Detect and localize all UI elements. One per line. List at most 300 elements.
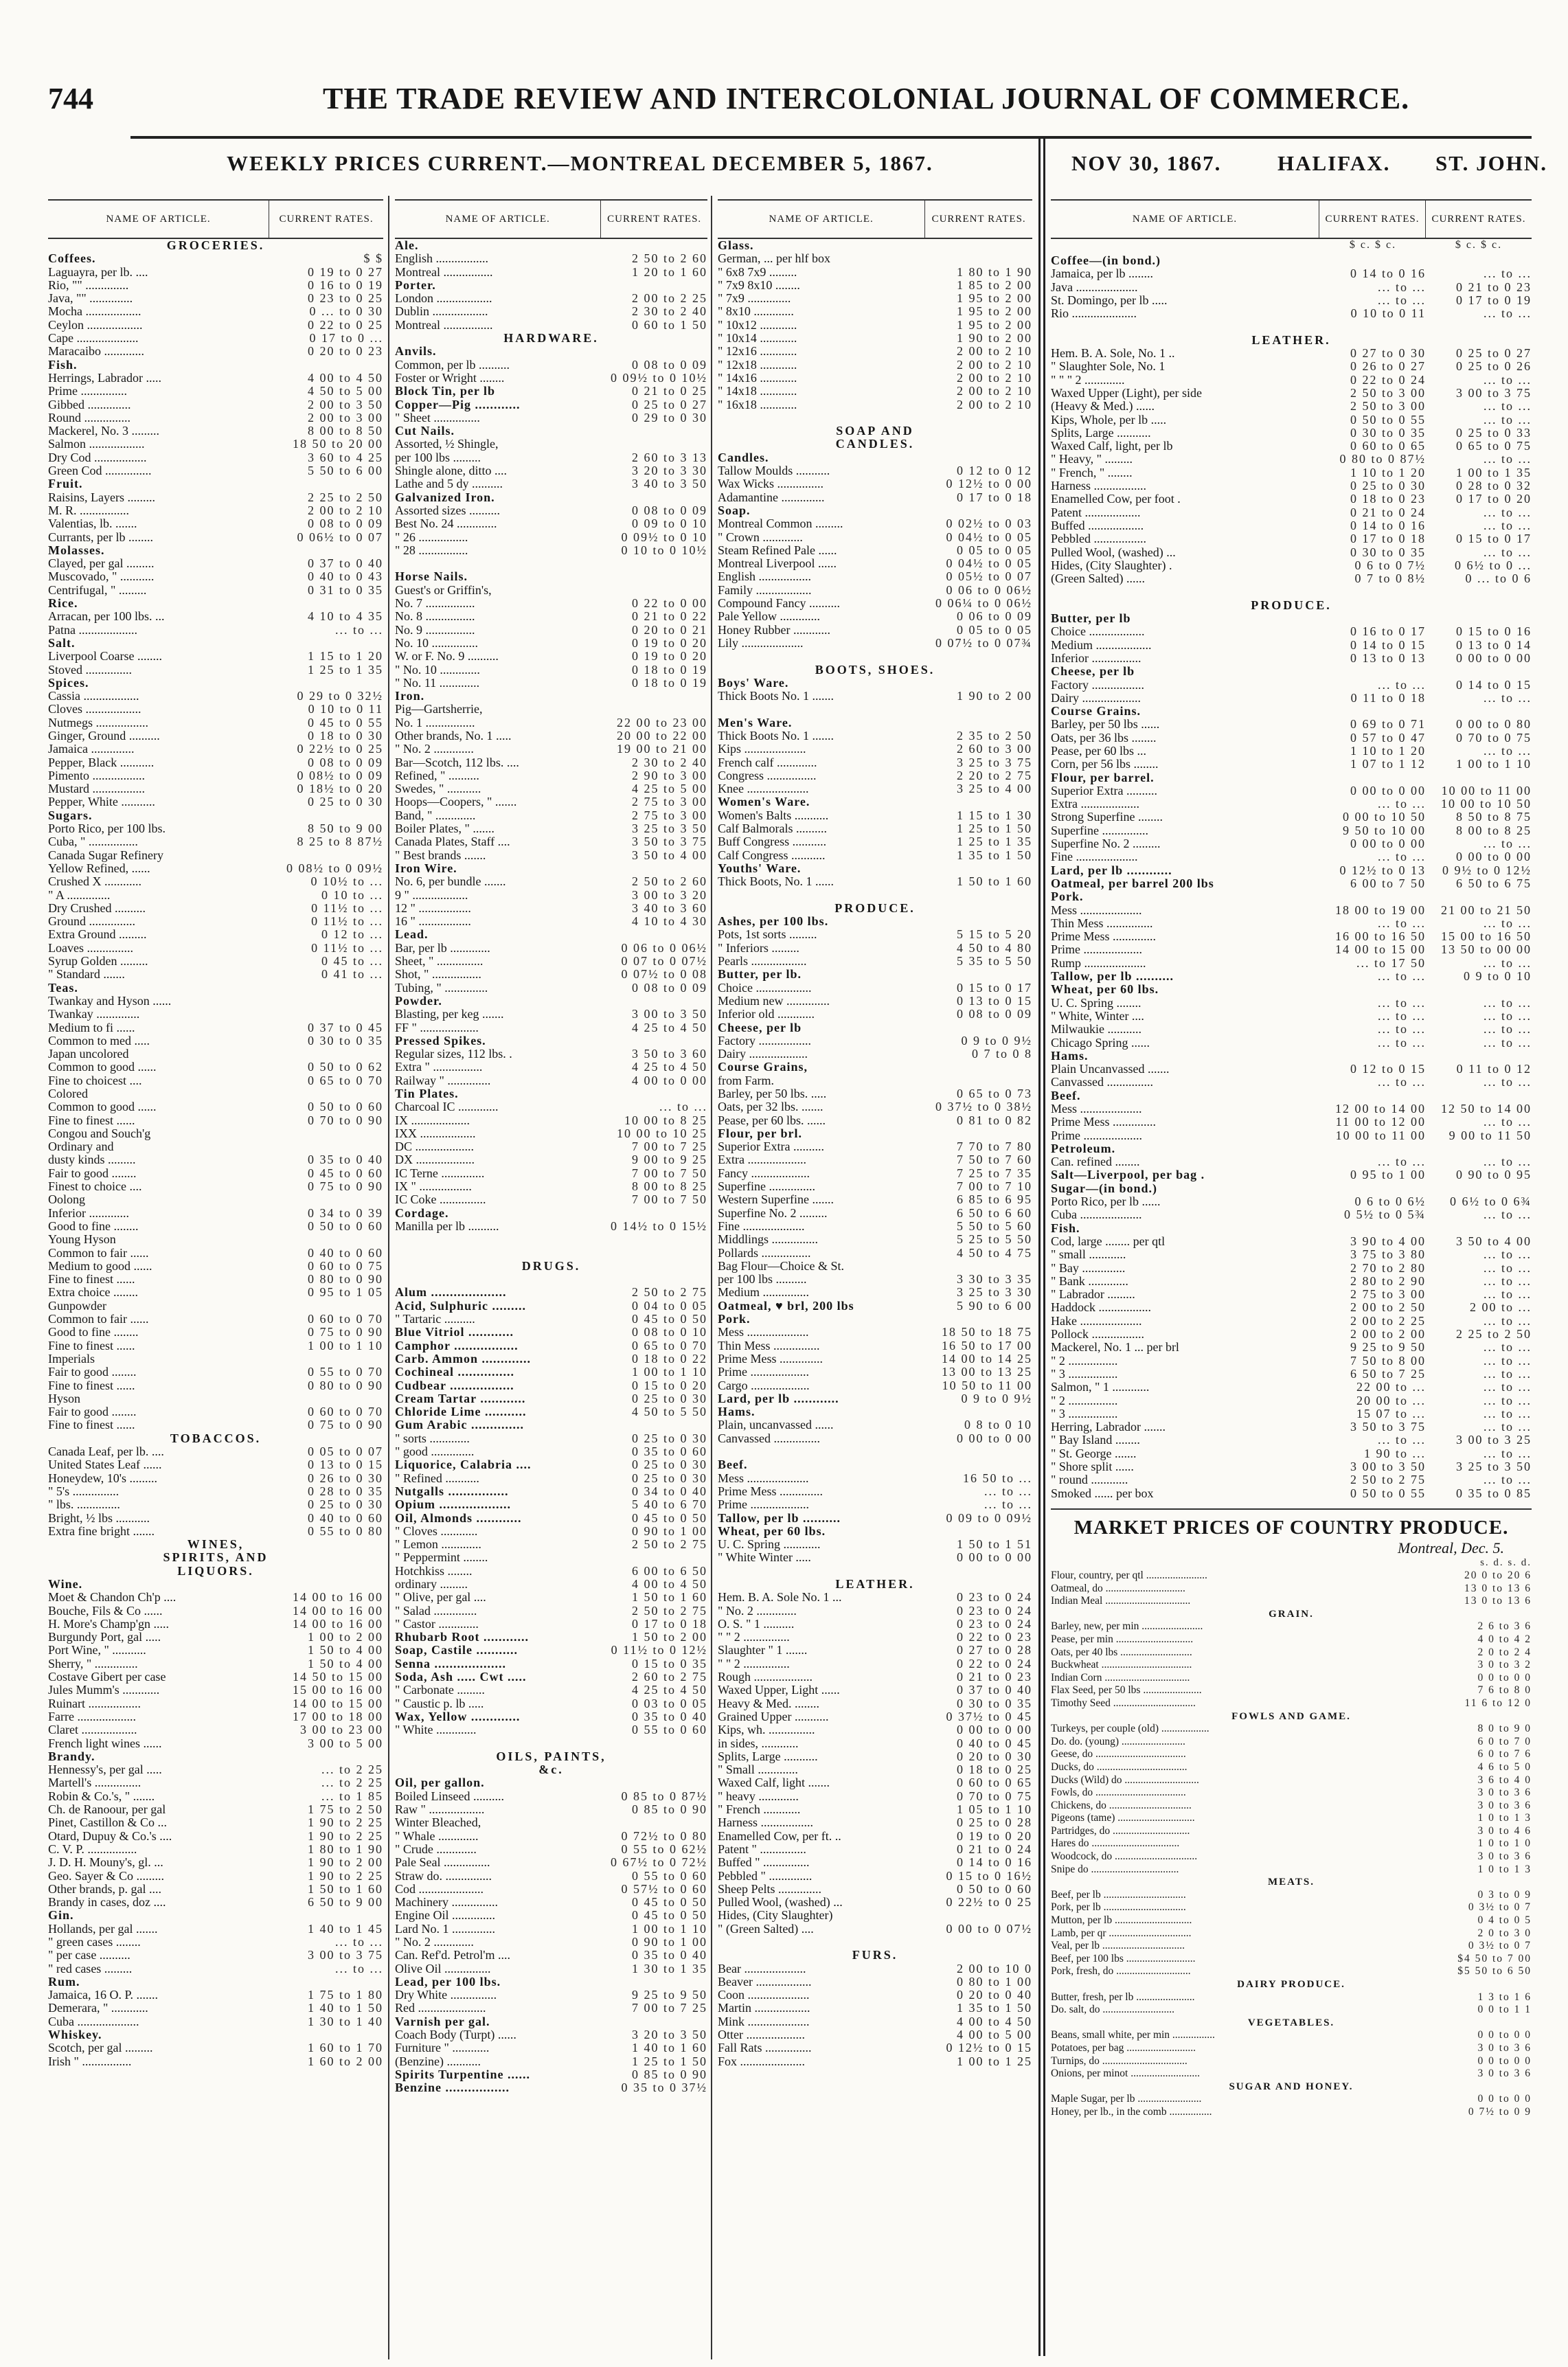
current-rate: 2 50 to 2 75 — [631, 1538, 707, 1552]
price-row — [1051, 1723, 1532, 1736]
price-row — [48, 1418, 383, 1431]
current-rate — [601, 570, 707, 583]
article-name: Medium to fi ...... — [48, 1021, 135, 1034]
price-row — [395, 252, 707, 265]
current-rate: 9 00 to 9 25 — [631, 1153, 707, 1167]
article-name: Claret .................. — [48, 1723, 137, 1737]
current-rate: 2 00 to 2 10 — [307, 503, 383, 517]
price-row — [48, 1936, 383, 1949]
price-row — [48, 1697, 383, 1710]
article-name: Varnish per gal. — [395, 2015, 490, 2028]
price-row — [718, 1352, 1032, 1366]
price-row — [718, 1485, 1032, 1498]
price-row — [718, 1167, 1032, 1180]
current-rate: 0 75 to 0 90 — [307, 1180, 383, 1194]
price-row — [395, 2055, 707, 2068]
article-name: Middlings ............... — [718, 1233, 819, 1247]
current-rate: ... to ... — [1483, 1447, 1532, 1460]
price-row — [718, 835, 1032, 848]
current-rate: 0 11½ to ... — [311, 915, 383, 929]
current-rate: ... to ... — [1483, 267, 1532, 281]
article-name: Galvanized Iron. — [395, 490, 495, 504]
price-row — [395, 1565, 707, 1578]
article-name — [395, 1737, 601, 1750]
article-name: " Sheet ............... — [395, 411, 480, 424]
price-row — [48, 822, 383, 835]
current-rate: 0 25 to 0 26 — [1455, 360, 1532, 374]
article-name: Lamb, per qr ............................... — [1051, 1927, 1192, 1939]
current-rate: 0 14 to 0 16 — [1350, 267, 1426, 281]
article-name: Wine. — [48, 1577, 83, 1591]
article-name: Bar—Scotch, 112 lbs. .... — [395, 756, 519, 769]
current-rate: 8 50 to 9 00 — [307, 822, 383, 836]
price-row — [1051, 1774, 1532, 1787]
price-row — [395, 1313, 707, 1326]
price-row — [1051, 1800, 1532, 1813]
article-name: Otard, Dupuy & Co.'s .... — [48, 1829, 172, 1843]
article-name: Beef. — [1051, 1089, 1081, 1102]
current-rate: 0 19 to 0 20 — [956, 1829, 1032, 1843]
current-rate: ... to ... — [334, 1962, 383, 1975]
current-rate: 0 65 to 0 70 — [631, 1339, 707, 1352]
price-row — [718, 942, 1032, 955]
article-name: Syrup Golden ......... — [48, 955, 148, 969]
header-rule — [130, 136, 1532, 139]
price-row — [1051, 1825, 1532, 1838]
article-name: Dry Cod ................. — [48, 451, 147, 464]
price-row — [718, 1193, 1032, 1206]
current-rate: 2 00 to 2 25 — [1350, 1314, 1426, 1328]
current-rate: 0 21 to 0 25 — [631, 385, 707, 398]
article-name: Patent " ............... — [718, 1842, 806, 1856]
price-row — [395, 1949, 707, 1962]
article-name: Flour, country, per qtl ....................... — [1051, 1570, 1207, 1581]
price-row — [48, 1949, 383, 1962]
price-row — [395, 1153, 707, 1166]
article-name: Fine to finest ...... — [48, 1379, 135, 1392]
price-row — [48, 1644, 383, 1657]
article-name: Women's Ware. — [718, 795, 810, 809]
current-rate: ... to ... — [1377, 1036, 1426, 1050]
current-rate: 7 50 to 7 60 — [956, 1153, 1032, 1167]
current-rate: 0 45 to ... — [321, 955, 383, 969]
price-column-hardware — [395, 199, 707, 2095]
current-rate: 0 21 to 0 24 — [956, 1842, 1032, 1856]
current-rate — [1320, 612, 1426, 625]
article-name: Cream Tartar ............ — [395, 1392, 526, 1405]
price-column-groceries — [48, 199, 383, 2068]
price-row — [48, 531, 383, 544]
current-rate: ... to ... — [1483, 1076, 1532, 1089]
current-rate: 6 00 to 6 50 — [631, 1564, 707, 1578]
price-row — [718, 398, 1032, 411]
article-name: Butter, per lb. — [718, 968, 802, 982]
article-name: Fox ..................... — [718, 2054, 806, 2068]
price-row — [718, 305, 1032, 318]
article-name: Pinet, Castillon & Co ... — [48, 1816, 168, 1830]
price-row — [718, 252, 1032, 265]
category-row — [395, 1392, 707, 1405]
article-name: " 6x8 7x9 ......... — [718, 265, 797, 279]
article-name: Mustard ................. — [48, 782, 145, 796]
category-row — [718, 1313, 1032, 1326]
current-rate: 1 75 to 1 80 — [307, 1989, 383, 2002]
current-rate: 2 00 to 2 50 — [1350, 1301, 1426, 1315]
article-name: Tubing, " .............. — [395, 981, 488, 995]
current-rate: 0 17 to 0 18 — [631, 1617, 707, 1631]
current-rate — [601, 424, 707, 438]
article-name: " Carbonate ......... — [395, 1684, 485, 1697]
price-row — [48, 769, 383, 782]
price-row — [48, 1220, 383, 1233]
current-rate: 0 23 to 0 25 — [307, 292, 383, 306]
article-name: Prime Mess .............. — [718, 1484, 823, 1498]
article-name: Fair to good ........ — [48, 1366, 137, 1379]
current-rate: 20 00 to 22 00 — [616, 729, 707, 743]
article-name: Teas. — [48, 981, 78, 995]
price-row — [48, 1525, 383, 1538]
price-row — [48, 1167, 383, 1180]
price-row — [1051, 1195, 1532, 1208]
price-row — [48, 664, 383, 677]
current-rate: 0 55 to 0 80 — [307, 1524, 383, 1538]
category-row — [395, 1087, 707, 1100]
category-row — [395, 862, 707, 875]
section-heading — [395, 1260, 707, 1273]
article-name: IXX .................. — [395, 1126, 476, 1140]
current-rate: 16 50 to 17 00 — [941, 1339, 1032, 1352]
section-heading — [1051, 334, 1532, 347]
current-rate: 0 21 to 0 24 — [1350, 506, 1426, 519]
article-name: Kips .................... — [718, 743, 806, 756]
price-row — [48, 1776, 383, 1789]
category-row — [395, 690, 707, 703]
article-name: Spices. — [48, 676, 89, 690]
price-row — [1051, 506, 1532, 519]
article-name: English ................. — [718, 570, 812, 584]
price-row — [48, 332, 383, 345]
current-rate: 0 12 to 0 12 — [956, 464, 1032, 478]
category-row — [48, 982, 383, 995]
price-row — [1051, 997, 1532, 1010]
section-heading — [1051, 2017, 1532, 2030]
current-rate: 7 00 to 7 10 — [956, 1180, 1032, 1194]
category-row — [48, 1909, 383, 1922]
current-rate: 3 00 to 23 00 — [299, 1723, 383, 1737]
current-rate: 0 21 to 0 23 — [1455, 280, 1532, 294]
price-row — [395, 955, 707, 968]
article-name: Prime Mess .............. — [718, 1352, 823, 1366]
current-rate — [1426, 665, 1532, 678]
current-rate: 2 6 to 3 6 — [1477, 1620, 1532, 1633]
price-row — [718, 1790, 1032, 1803]
current-rate: 0 90 to 1 00 — [631, 1524, 707, 1538]
current-rate — [601, 279, 707, 292]
current-rate: 0 21 to 0 22 — [631, 610, 707, 624]
article-name: IC Coke ............... — [395, 1193, 486, 1207]
price-row — [1051, 1301, 1532, 1314]
price-row — [1051, 1328, 1532, 1341]
price-row — [1051, 652, 1532, 665]
section-heading — [395, 332, 707, 345]
article-name: " White Winter ..... — [718, 1551, 811, 1565]
price-row — [395, 1697, 707, 1710]
article-name: Stoved ............... — [48, 663, 133, 677]
current-rate: 0 09½ to 0 10½ — [610, 371, 707, 385]
price-row — [1051, 758, 1532, 771]
current-rate: 0 34 to 0 40 — [631, 1484, 707, 1498]
current-rate: 2 50 to 2 60 — [631, 252, 707, 266]
section-title: PRODUCE. — [1251, 598, 1332, 612]
current-rate: 7 00 to 7 50 — [631, 1193, 707, 1207]
current-rate: 1 50 to 1 60 — [307, 1882, 383, 1896]
article-name: Maple Sugar, per lb ........................ — [1051, 2093, 1202, 2105]
article-name: " small ............ — [1051, 1248, 1126, 1262]
current-rate: 0 57 to 0 47 — [1350, 731, 1426, 745]
article-name: " Peppermint ........ — [395, 1551, 488, 1565]
article-name: Rhubarb Root ............ — [395, 1631, 530, 1644]
current-rate: 0 70 to 0 75 — [956, 1789, 1032, 1803]
current-rate: 4 00 to 4 50 — [631, 1577, 707, 1591]
price-row — [1051, 1646, 1532, 1660]
price-row — [718, 2055, 1032, 2068]
article-name: Clayed, per gal ......... — [48, 557, 155, 571]
current-rate: 0 81 to 0 82 — [956, 1113, 1032, 1127]
article-name: Common to good ...... — [48, 1100, 157, 1114]
article-name: Pork, per lb ............................... — [1051, 1901, 1186, 1914]
article-name: Corn, per 56 lbs ........ — [1051, 758, 1159, 771]
price-row — [1051, 679, 1532, 692]
price-row — [48, 1366, 383, 1379]
price-row — [718, 1657, 1032, 1671]
current-rate — [269, 1193, 383, 1206]
current-rate — [601, 557, 707, 570]
article-name: " Tartaric .......... — [395, 1313, 475, 1326]
current-rate — [269, 1300, 383, 1313]
price-row — [48, 690, 383, 703]
current-rate: 0 10 to 0 11 — [308, 703, 383, 716]
current-rate — [925, 239, 1032, 252]
article-name: Bouche, Fils & Co ...... — [48, 1604, 163, 1618]
article-name: Round ............... — [48, 411, 131, 424]
price-row — [48, 1671, 383, 1684]
category-row — [395, 2068, 707, 2081]
current-rate: 0 09½ to 0 10 — [621, 530, 707, 544]
article-name: Harness ................. — [718, 1816, 813, 1830]
article-name: Herring, Labrador ....... — [1051, 1420, 1166, 1434]
price-row — [48, 716, 383, 729]
article-name: Cassia .................. — [48, 690, 139, 703]
price-row — [395, 703, 707, 716]
current-rate: 2 00 to 3 00 — [307, 411, 383, 424]
category-row — [718, 1512, 1032, 1525]
current-rate: 0 14 to 0 15 — [1455, 678, 1532, 692]
article-name: " Crown ............. — [718, 530, 803, 544]
article-name: Geo. Sayer & Co ......... — [48, 1869, 164, 1883]
article-name: Hotchkiss ........ — [395, 1564, 473, 1578]
article-name: Tallow, per lb .......... — [718, 1511, 841, 1525]
current-rate: 0 30 to 0 35 — [1350, 545, 1426, 559]
current-rate: 17 00 to 18 00 — [292, 1710, 383, 1723]
article-name: " 2 ................ — [1051, 1354, 1118, 1368]
article-name: Shingle alone, ditto .... — [395, 464, 507, 478]
section-heading — [1051, 1978, 1532, 1991]
article-name: Other brands, No. 1 ..... — [395, 729, 512, 743]
current-rate: 0 9 to 0 9½ — [961, 1392, 1032, 1405]
current-rate: 2 30 to 2 40 — [631, 756, 707, 769]
article-name: Montreal Common ......... — [718, 517, 843, 531]
price-list — [48, 239, 383, 2068]
article-name: Rio ..................... — [1051, 307, 1137, 321]
current-rate: 0 06¼ to 0 06½ — [935, 597, 1032, 611]
price-row — [718, 345, 1032, 358]
price-row — [48, 743, 383, 756]
price-row — [718, 266, 1032, 279]
section-heading — [718, 438, 1032, 451]
current-rate: 1 90 to 2 25 — [307, 1829, 383, 1843]
article-name: Salmon .................. — [48, 438, 145, 451]
category-row — [48, 597, 383, 610]
section-heading — [718, 424, 1032, 438]
price-row — [1051, 347, 1532, 360]
section-title: &c. — [538, 1763, 564, 1777]
current-rate: 0 40 to 0 60 — [307, 1246, 383, 1260]
price-row — [1051, 1208, 1532, 1221]
current-rate: 3 40 to 3 50 — [631, 477, 707, 491]
article-name: Chickens, do ............................... — [1051, 1799, 1192, 1811]
article-name: Women's Balts ........... — [718, 808, 829, 822]
price-row — [395, 902, 707, 915]
article-name: Factory ................. — [718, 1034, 811, 1047]
price-row — [395, 968, 707, 981]
current-rate: 14 00 to 16 00 — [292, 1617, 383, 1631]
current-rate: 2 50 to 3 00 — [1350, 400, 1426, 414]
current-rate: 0 29 to 0 32½ — [297, 690, 383, 703]
current-rate: ... to ... — [1483, 1155, 1532, 1169]
category-row — [718, 1405, 1032, 1418]
price-row — [48, 1180, 383, 1193]
article-name: Thin Mess ............... — [718, 1339, 820, 1352]
current-rate: 0 09 to 0 09½ — [946, 1511, 1032, 1525]
article-name: Demerara, " ............ — [48, 2002, 148, 2015]
current-rate — [1426, 1089, 1532, 1102]
category-row — [718, 862, 1032, 875]
current-rate: 0 00 to 0 00 — [956, 1723, 1032, 1737]
article-name: " Labrador ......... — [1051, 1288, 1135, 1302]
article-name: Herrings, Labrador ..... — [48, 371, 161, 385]
article-name: Pease, per 60 lbs. ...... — [718, 1113, 826, 1127]
article-name: Strong Superfine ........ — [1051, 811, 1163, 824]
section-title: FOWLS AND GAME. — [1231, 1710, 1351, 1722]
article-name: Oil, per gallon. — [395, 1776, 485, 1790]
article-name: Guest's or Griffin's, — [395, 583, 492, 597]
current-rate: 1 95 to 2 00 — [956, 305, 1032, 319]
current-rate: 0 95 to 1 05 — [307, 1286, 383, 1300]
price-row — [395, 1578, 707, 1591]
price-row — [1051, 1914, 1532, 1927]
article-name: " No. 10 ............. — [395, 663, 480, 677]
price-row — [395, 875, 707, 888]
current-rate: 0 4 to 0 5 — [1477, 1914, 1532, 1927]
price-row — [395, 1790, 707, 1803]
current-rate — [925, 889, 1032, 902]
current-rate: 0 08 to 0 09 — [631, 981, 707, 995]
current-rate: 0 07½ to 0 08 — [621, 968, 707, 982]
category-row — [395, 1300, 707, 1313]
category-row — [395, 1286, 707, 1299]
current-rate: 3 50 to 4 00 — [631, 848, 707, 862]
article-name: Adamantine .............. — [718, 490, 825, 504]
price-row — [48, 1737, 383, 1750]
current-rate: ... to ... — [1377, 970, 1426, 984]
current-rate: 8 00 to 8 50 — [307, 424, 383, 438]
current-rate — [601, 438, 707, 451]
article-name: Pebbled ................. — [1051, 532, 1146, 546]
current-rate: 14 00 to 15 00 — [292, 1697, 383, 1710]
article-name: Assorted sizes .......... — [395, 503, 500, 517]
price-row — [48, 1989, 383, 2002]
category-row — [48, 2028, 383, 2041]
price-row — [48, 1300, 383, 1313]
current-rate: 0 19 to 0 20 — [631, 650, 707, 664]
category-row — [395, 1776, 707, 1789]
article-name: Canada Sugar Refinery — [48, 848, 163, 862]
price-row — [395, 1551, 707, 1564]
price-row — [718, 1114, 1032, 1127]
category-row — [1051, 1222, 1532, 1235]
price-row — [395, 464, 707, 477]
category-row — [395, 928, 707, 941]
category-row — [718, 915, 1032, 928]
current-rate: 0 85 to 0 90 — [631, 1803, 707, 1817]
current-rate: 3 75 to 3 80 — [1350, 1248, 1426, 1262]
price-row — [1051, 1102, 1532, 1115]
current-rate: 3 50 to 3 75 — [631, 835, 707, 849]
current-rate: 1 35 to 1 50 — [956, 2002, 1032, 2015]
article-name: " No. 2 ............. — [395, 1936, 474, 1949]
current-rate: 3 40 to 3 60 — [631, 901, 707, 915]
section-title: GROCERIES. — [166, 239, 265, 252]
current-rate: 15 00 to 16 00 — [292, 1684, 383, 1697]
current-rate: ... to ... — [984, 1484, 1032, 1498]
article-name: Burgundy Port, gal ..... — [48, 1631, 161, 1644]
column-header — [395, 199, 707, 239]
price-row — [718, 584, 1032, 597]
price-row — [395, 305, 707, 318]
price-row — [1051, 1381, 1532, 1394]
article-name: Lily .................... — [718, 636, 804, 650]
article-name: Olive Oil ............... — [395, 1962, 491, 1975]
section-title: MEATS. — [1268, 1877, 1315, 1888]
current-rate: 0 25 to 0 28 — [956, 1816, 1032, 1830]
article-name: U. C. Spring ............ — [718, 1538, 821, 1552]
price-row — [1051, 784, 1532, 797]
category-row — [48, 1750, 383, 1763]
article-name: " Castor ............. — [395, 1617, 479, 1631]
current-rate — [269, 1909, 383, 1922]
price-row — [718, 1816, 1032, 1829]
article-name: Ch. de Ranoour, per gal — [48, 1803, 166, 1817]
current-rate: ... to ... — [1483, 1023, 1532, 1037]
current-rate: 0 17 to 0 18 — [1350, 532, 1426, 546]
price-row — [48, 1723, 383, 1736]
section-title: HARDWARE. — [503, 332, 599, 346]
current-rate: 0 75 to 0 90 — [307, 1326, 383, 1339]
current-rate: 1 90 to ... — [1363, 1447, 1426, 1460]
article-name: Pebbled " .............. — [718, 1869, 813, 1883]
current-rate: 1 00 to 1 10 — [631, 1366, 707, 1379]
current-rate — [925, 1445, 1032, 1458]
